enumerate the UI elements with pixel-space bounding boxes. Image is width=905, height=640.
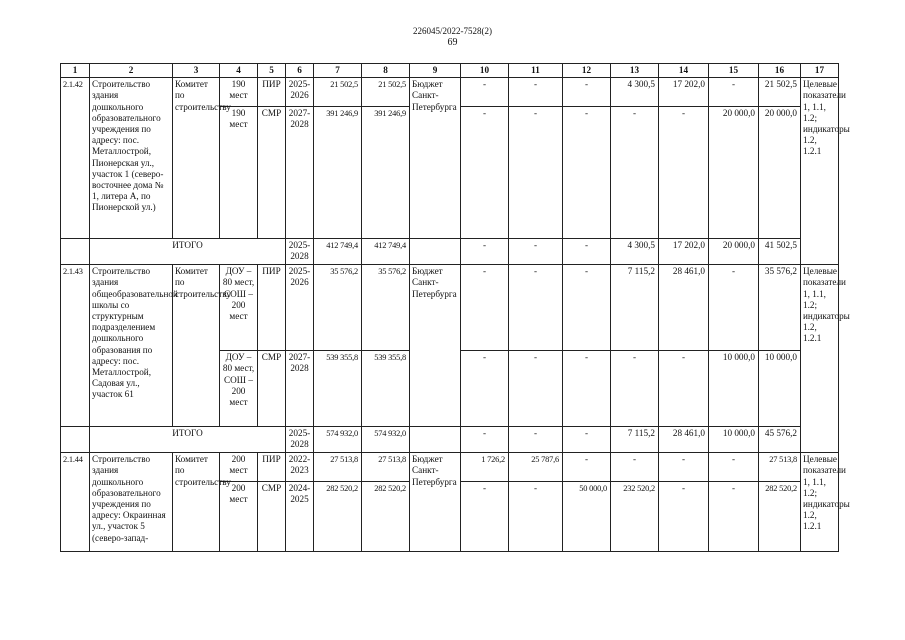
cell-value: 4 300,5 xyxy=(611,78,659,107)
executor: Комитет по строительству xyxy=(173,265,220,427)
cell-value: - xyxy=(659,107,709,239)
document-number: 226045/2022-7528(2) xyxy=(413,26,492,36)
cell-value: 20 000,0 xyxy=(759,107,801,239)
cell-value: - xyxy=(709,482,759,552)
funding-source: Бюджет Санкт-Петербурга xyxy=(410,265,461,427)
capacity: 200 мест xyxy=(220,453,258,482)
work-type: СМР xyxy=(258,351,286,427)
cell-value: - xyxy=(563,265,611,351)
cell-value: - xyxy=(563,107,611,239)
funding-source: Бюджет Санкт-Петербурга xyxy=(410,78,461,239)
cell-value: 50 000,0 xyxy=(563,482,611,552)
cell-value: 21 502,5 xyxy=(759,78,801,107)
cell-value: 282 520,2 xyxy=(759,482,801,552)
cell-value: 232 520,2 xyxy=(611,482,659,552)
program-table xyxy=(60,63,850,552)
cell-value: - xyxy=(461,482,509,552)
cell-value: - xyxy=(563,78,611,107)
cell-value: 25 787,6 xyxy=(509,453,563,482)
cell-value: - xyxy=(461,265,509,351)
cell-value: 27 513,8 xyxy=(759,453,801,482)
capacity: ДОУ – 80 мест, СОШ – 200 мест xyxy=(220,351,258,427)
period: 2027-2028 xyxy=(286,107,314,239)
cell-value: - xyxy=(509,482,563,552)
row-number: 2.1.42 xyxy=(61,78,90,239)
row-number: 2.1.44 xyxy=(61,453,90,552)
period: 2025-2028 xyxy=(286,239,314,265)
cell-value: - xyxy=(659,453,709,482)
executor: Комитет по строительству xyxy=(173,78,220,239)
cell-value: - xyxy=(659,351,709,427)
page-number: 69 xyxy=(447,37,458,48)
cell-value: - xyxy=(509,239,563,265)
indicators: Целевые показатели 1, 1.1, 1.2; индикаторы 1.2, 1.2.1 xyxy=(801,453,839,552)
cell-value: - xyxy=(611,453,659,482)
period: 2025-2026 xyxy=(286,78,314,107)
cell-value: 4 300,5 xyxy=(611,239,659,265)
cell-value: - xyxy=(509,427,563,453)
work-type: ПИР xyxy=(258,265,286,351)
cell-value: - xyxy=(461,78,509,107)
cell-value: - xyxy=(611,351,659,427)
object-name: Строительство здания дошкольного образовательного учреждения по адресу: пос. Металлострой, Пионерская ул., участок 1 (северо-восточнее дома № 1, литера А, по Пионерской ул.) xyxy=(90,78,173,239)
col-header: 9 xyxy=(410,64,461,78)
budget-total: 21 502,5 xyxy=(362,78,410,107)
capacity: 200 мест xyxy=(220,482,258,552)
page-header xyxy=(0,26,905,48)
cell-value: - xyxy=(461,107,509,239)
cell-value: - xyxy=(563,427,611,453)
indicators: Целевые показатели 1, 1.1, 1.2; индикаторы 1.2, 1.2.1 xyxy=(801,78,839,265)
period: 2022-2023 xyxy=(286,453,314,482)
col-header: 11 xyxy=(509,64,563,78)
work-type: СМР xyxy=(258,482,286,552)
col-header: 16 xyxy=(759,64,801,78)
executor: Комитет по строительству xyxy=(173,453,220,552)
work-type: ПИР xyxy=(258,78,286,107)
period: 2025-2026 xyxy=(286,265,314,351)
col-header: 8 xyxy=(362,64,410,78)
col-header: 10 xyxy=(461,64,509,78)
row-number: 2.1.43 xyxy=(61,265,90,427)
object-name: Строительство здания общеобразовательной школы со структурным подразделением дошкольного образования по адресу: пос. Металлострой, Садовая ул., участок 61 xyxy=(90,265,173,427)
period: 2025-2028 xyxy=(286,427,314,453)
total-cost: 282 520,2 xyxy=(314,482,362,552)
work-type: ПИР xyxy=(258,453,286,482)
budget-total: 282 520,2 xyxy=(362,482,410,552)
cell-value: 10 000,0 xyxy=(759,351,801,427)
col-header: 3 xyxy=(173,64,220,78)
cell-value: 20 000,0 xyxy=(709,107,759,239)
cell-value: 41 502,5 xyxy=(759,239,801,265)
col-header: 4 xyxy=(220,64,258,78)
total-cost: 35 576,2 xyxy=(314,265,362,351)
capacity: 190 мест xyxy=(220,107,258,239)
work-type: СМР xyxy=(258,107,286,239)
cell-value: - xyxy=(509,78,563,107)
object-name: Строительство здания дошкольного образовательного учреждения по адресу: Окраинная ул., участок 5 (северо-запад- xyxy=(90,453,173,552)
col-header: 2 xyxy=(90,64,173,78)
cell-value: - xyxy=(709,453,759,482)
funding-source: Бюджет Санкт-Петербурга xyxy=(410,453,461,552)
cell-value: - xyxy=(509,351,563,427)
total-cost: 539 355,8 xyxy=(314,351,362,427)
col-header: 1 xyxy=(61,64,90,78)
total-cost: 21 502,5 xyxy=(314,78,362,107)
period: 2024-2025 xyxy=(286,482,314,552)
cell-value: 28 461,0 xyxy=(659,427,709,453)
cell-value: - xyxy=(563,453,611,482)
table-row xyxy=(61,453,839,482)
total-cost: 391 246,9 xyxy=(314,107,362,239)
col-header: 6 xyxy=(286,64,314,78)
cell-value: 17 202,0 xyxy=(659,78,709,107)
capacity: ДОУ – 80 мест, СОШ – 200 мест xyxy=(220,265,258,351)
cell-value: 28 461,0 xyxy=(659,265,709,351)
budget-total: 574 932,0 xyxy=(362,427,410,453)
cell-value: 7 115,2 xyxy=(611,265,659,351)
cell-value: 35 576,2 xyxy=(759,265,801,351)
cell-value: 10 000,0 xyxy=(709,351,759,427)
cell-value: 17 202,0 xyxy=(659,239,709,265)
budget-total: 391 246,9 xyxy=(362,107,410,239)
budget-total: 539 355,8 xyxy=(362,351,410,427)
capacity: 190 мест xyxy=(220,78,258,107)
total-row xyxy=(61,239,839,265)
budget-total: 35 576,2 xyxy=(362,265,410,351)
cell-value: - xyxy=(563,239,611,265)
cell-value: 20 000,0 xyxy=(709,239,759,265)
column-header-row xyxy=(61,64,839,78)
total-cost: 574 932,0 xyxy=(314,427,362,453)
total-label: ИТОГО xyxy=(90,427,286,453)
col-header: 15 xyxy=(709,64,759,78)
cell-value: - xyxy=(709,78,759,107)
cell-value: 1 726,2 xyxy=(461,453,509,482)
cell-value: - xyxy=(659,482,709,552)
cell-value: - xyxy=(563,351,611,427)
total-cost: 412 749,4 xyxy=(314,239,362,265)
total-cost: 27 513,8 xyxy=(314,453,362,482)
table-row xyxy=(61,78,839,107)
col-header: 17 xyxy=(801,64,839,78)
col-header: 14 xyxy=(659,64,709,78)
col-header: 13 xyxy=(611,64,659,78)
cell-value: - xyxy=(709,265,759,351)
cell-value: 7 115,2 xyxy=(611,427,659,453)
cell-value: - xyxy=(509,265,563,351)
cell-value: - xyxy=(461,239,509,265)
col-header: 5 xyxy=(258,64,286,78)
period: 2027-2028 xyxy=(286,351,314,427)
budget-total: 412 749,4 xyxy=(362,239,410,265)
cell-value: - xyxy=(461,351,509,427)
indicators: Целевые показатели 1, 1.1, 1.2; индикаторы 1.2, 1.2.1 xyxy=(801,265,839,453)
cell-value: 45 576,2 xyxy=(759,427,801,453)
cell-value: - xyxy=(461,427,509,453)
budget-total: 27 513,8 xyxy=(362,453,410,482)
total-row xyxy=(61,427,839,453)
table-row xyxy=(61,265,839,351)
col-header: 12 xyxy=(563,64,611,78)
col-header: 7 xyxy=(314,64,362,78)
cell-value: - xyxy=(611,107,659,239)
cell-value: - xyxy=(509,107,563,239)
total-label: ИТОГО xyxy=(90,239,286,265)
cell-value: 10 000,0 xyxy=(709,427,759,453)
